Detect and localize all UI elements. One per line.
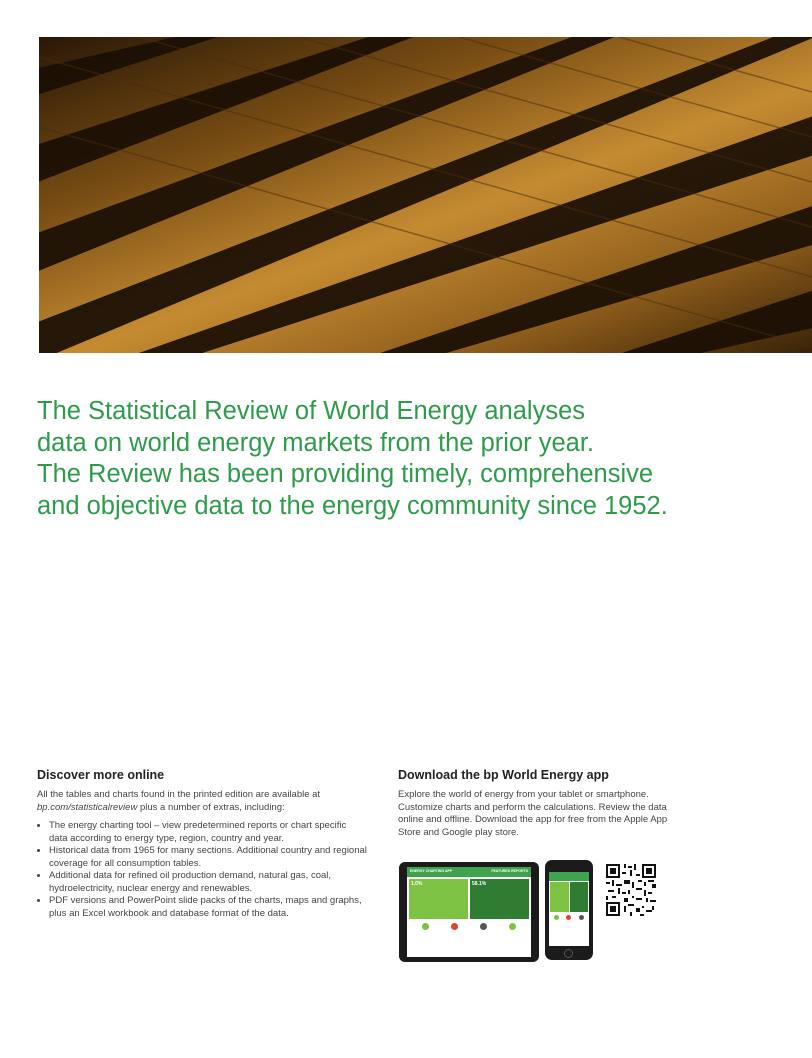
app-tiles (407, 877, 531, 921)
discover-intro-prefix: All the tables and charts found in the printed edition are available at (37, 789, 321, 800)
discover-intro-suffix: plus a number of extras, including: (137, 801, 285, 813)
oil-icon (554, 915, 559, 920)
gas-icon (451, 923, 458, 930)
phone-home-button (564, 949, 573, 958)
phone-app-header (549, 872, 589, 881)
app-featured-tab: FEATURED REPORTS (491, 869, 528, 873)
phone-app-tile (570, 882, 589, 912)
tablet-mockup (399, 862, 539, 962)
list-item: • Historical data from 1965 for many sections. Additional country and regional coverage for all consumption tables. (49, 845, 367, 870)
discover-heading: Discover more online (37, 768, 165, 782)
intro-line-3: The Review has been providing timely, comprehensive (37, 460, 654, 488)
qr-code-icon[interactable] (606, 864, 656, 916)
discover-section (37, 768, 367, 920)
phone-mockup (545, 860, 593, 960)
phone-app-tile (550, 882, 569, 912)
biofuels-icon (509, 923, 516, 930)
statistical-review-link[interactable]: bp.com/statisticalreview (37, 801, 138, 813)
app-tile: 1.0% (409, 879, 468, 919)
app-title: ENERGY CHARTING APP (410, 869, 453, 873)
intro-line-1: The Statistical Review of World Energy analyses (37, 397, 586, 425)
list-item: • The energy charting tool – view predetermined reports or chart specific data according to energy type, region, country and year. (49, 820, 367, 845)
phone-app-icons (549, 913, 589, 922)
hero-photo-solar-panels (39, 37, 812, 353)
list-item: • PDF versions and PowerPoint slide packs of the charts, maps and graphs, plus an Excel workbook and database format of the data. (49, 895, 367, 920)
phone-app-tiles (549, 881, 589, 913)
app-description: Explore the world of energy from your tablet or smartphone. Customize charts and perform the calculations. Review the data online and offline. Download the app for free from the Apple App Store and Google play store. (398, 789, 668, 838)
coal-icon (579, 915, 584, 920)
intro-line-2: data on world energy markets from the prior year. (37, 428, 595, 457)
oil-icon (422, 923, 429, 930)
app-section (398, 768, 688, 845)
solar-panel-stripes (39, 37, 812, 353)
gas-icon (566, 915, 571, 920)
phone-screen (549, 872, 589, 946)
extras-list (37, 820, 367, 920)
list-item: • Additional data for refined oil production demand, natural gas, coal, hydroelectricity, nuclear energy and renewables. (49, 870, 367, 895)
tablet-screen (407, 867, 531, 957)
intro-statement (37, 396, 777, 522)
intro-line-4: and objective data to the energy community since 1952. (37, 491, 668, 520)
app-category-icons (407, 921, 531, 932)
app-heading: Download the bp World Energy app (398, 768, 609, 782)
app-tile: 58.1% (470, 879, 529, 919)
app-header (407, 867, 531, 877)
discover-intro (37, 789, 367, 814)
coal-icon (480, 923, 487, 930)
